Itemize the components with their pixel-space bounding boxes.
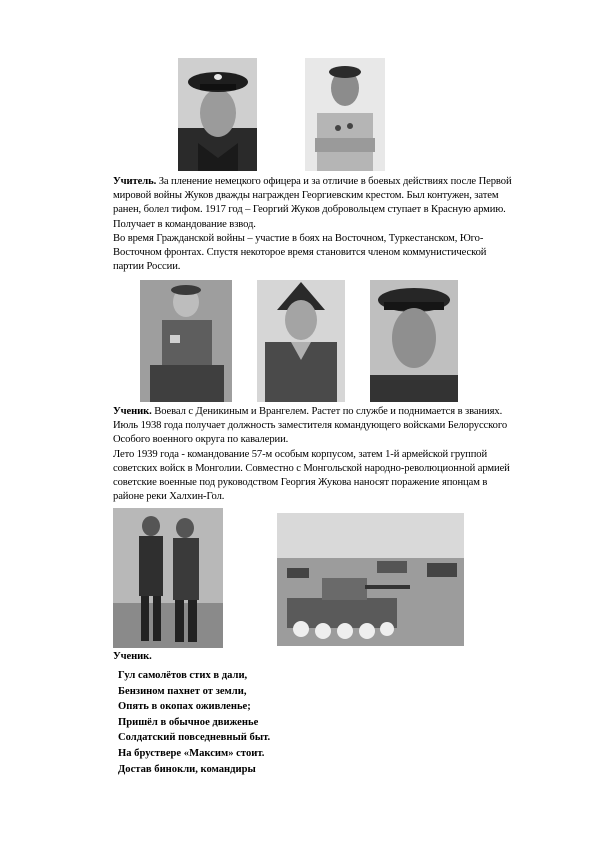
- text-line: [113, 175, 545, 189]
- photo-two-officers-steppe: [113, 508, 223, 648]
- poem-line: На бруствере «Максим» стоит.: [118, 747, 265, 759]
- photo-budenovka-officer: [257, 280, 345, 402]
- text-line: ранен, болел тифом. 1917 год – Георгий Жуков добровольцем ступает в Красную армию.: [113, 204, 506, 216]
- text-line-rest: За пленение немецкого офицера и за отличие в боевых действиях после Первой: [156, 176, 512, 187]
- text-line: партии России.: [113, 261, 181, 273]
- photo-seated-officer: [140, 280, 232, 402]
- text-line: [113, 405, 545, 419]
- speaker-label: Учитель.: [113, 176, 157, 187]
- text-line: районе реки Халхин-Гол.: [113, 491, 225, 503]
- speaker-label: Ученик.: [113, 651, 152, 662]
- text-line: мировой войны Жуков дважды награжден Георгиевским крестом. Был контужен, затем: [113, 190, 499, 202]
- text-line: Июль 1938 года получает должность заместителя командующего войсками Белорусского: [113, 420, 508, 432]
- text-line: советские военные под руководством Георгия Жукова наносят поражение японцам в: [113, 477, 488, 489]
- section-student-poem-lead: [113, 650, 545, 664]
- poem-line: Пришёл в обычное движенье: [118, 716, 259, 728]
- text-line: Во время Гражданской войны – участие в боях на Восточном, Туркестанском, Юго-: [113, 232, 484, 244]
- text-line: Получает в командование взвод.: [113, 218, 256, 230]
- photo-tank-battlefield: [277, 513, 464, 646]
- poem: [118, 668, 270, 777]
- photo-portrait-crossed-arms: [305, 58, 385, 171]
- text-line: Особого военного округа по кавалерии.: [113, 434, 289, 446]
- photo-portrait-sepia: [370, 280, 458, 402]
- text-line-rest: Воевал с Деникиным и Врангелем. Растет по службе и поднимается в званиях.: [151, 406, 503, 417]
- speaker-label: Ученик.: [113, 406, 152, 417]
- poem-line: Гул самолётов стих в дали,: [118, 670, 248, 681]
- poem-line: Опять в окопах оживленье;: [118, 701, 251, 713]
- poem-line: Достав бинокли, командиры: [118, 763, 256, 775]
- text-line: Восточном фронтах. Спустя некоторое время становится членом коммунистической: [113, 247, 487, 259]
- section-student-text: [113, 405, 545, 504]
- section-teacher-text: [113, 175, 545, 274]
- text-line: советских войск в Монголии. Совместно с Монгольской народно-революционной армией: [113, 462, 510, 474]
- photo-portrait-cap: [178, 58, 257, 171]
- poem-line: Бензином пахнет от земли,: [118, 685, 247, 697]
- text-line: Лето 1939 года - командование 57-м особым корпусом, затем 1-й армейской группой: [113, 448, 488, 460]
- poem-line: Солдатский повседневный быт.: [118, 732, 271, 744]
